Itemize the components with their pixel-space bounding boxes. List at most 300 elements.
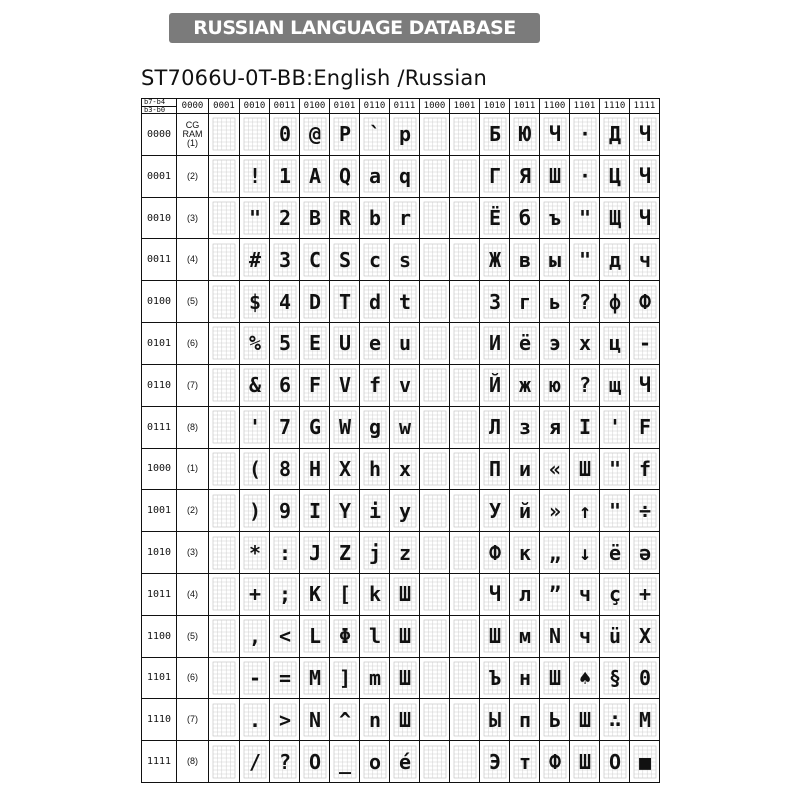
table-row bbox=[142, 615, 660, 657]
character-cell bbox=[630, 323, 660, 365]
character-glyph-text: " bbox=[608, 498, 621, 523]
character-cell bbox=[420, 114, 450, 156]
character-glyph-text: 8 bbox=[278, 456, 291, 481]
character-glyph bbox=[423, 661, 447, 695]
character-cell bbox=[240, 239, 270, 281]
character-glyph bbox=[212, 745, 236, 779]
character-glyph-text: # bbox=[248, 247, 261, 272]
character-glyph bbox=[423, 619, 447, 653]
character-cell bbox=[300, 573, 330, 615]
character-glyph-text: e bbox=[368, 331, 381, 356]
character-glyph bbox=[483, 619, 507, 653]
character-cell bbox=[480, 239, 510, 281]
character-cell bbox=[570, 114, 600, 156]
character-glyph bbox=[543, 159, 567, 193]
character-glyph bbox=[212, 326, 236, 360]
character-glyph-text: п bbox=[518, 707, 531, 732]
character-glyph bbox=[483, 410, 507, 444]
character-cell bbox=[209, 699, 240, 741]
character-cell bbox=[209, 573, 240, 615]
character-glyph bbox=[483, 159, 507, 193]
character-glyph-text: ↑ bbox=[578, 498, 591, 523]
character-glyph-text: 6 bbox=[278, 373, 291, 398]
character-glyph-text: ' bbox=[248, 415, 261, 440]
character-cell bbox=[570, 741, 600, 783]
character-glyph-text: a bbox=[368, 164, 381, 189]
character-glyph bbox=[573, 452, 597, 486]
character-glyph bbox=[633, 661, 657, 695]
character-glyph bbox=[273, 410, 297, 444]
character-cell bbox=[420, 532, 450, 574]
character-glyph-text: ь bbox=[548, 289, 561, 314]
character-cell bbox=[450, 406, 480, 448]
character-glyph-text: ; bbox=[278, 582, 291, 607]
character-glyph bbox=[243, 577, 267, 611]
character-glyph bbox=[423, 243, 447, 277]
character-glyph bbox=[573, 619, 597, 653]
cgram-label: (2) bbox=[177, 155, 209, 197]
character-glyph bbox=[483, 452, 507, 486]
character-glyph bbox=[543, 117, 567, 151]
character-glyph bbox=[273, 326, 297, 360]
character-glyph-text: ? bbox=[578, 373, 591, 398]
character-glyph bbox=[212, 494, 236, 528]
column-header: 0001 bbox=[209, 99, 240, 114]
character-glyph-text: » bbox=[548, 498, 561, 523]
character-glyph-text: b bbox=[368, 206, 381, 231]
character-glyph-text: б bbox=[518, 206, 531, 231]
character-glyph-text: D bbox=[308, 289, 321, 314]
character-glyph bbox=[333, 117, 357, 151]
table-row bbox=[142, 699, 660, 741]
column-header: 1101 bbox=[570, 99, 600, 114]
character-cell bbox=[209, 364, 240, 406]
character-glyph-text: ÷ bbox=[638, 498, 651, 523]
character-glyph bbox=[212, 536, 236, 570]
character-glyph-text: Ж bbox=[488, 247, 501, 272]
character-glyph bbox=[243, 159, 267, 193]
character-glyph-text: в bbox=[518, 247, 531, 272]
character-glyph bbox=[333, 159, 357, 193]
character-cell bbox=[570, 699, 600, 741]
character-glyph bbox=[212, 577, 236, 611]
character-cell bbox=[360, 615, 390, 657]
character-glyph bbox=[483, 703, 507, 737]
character-cell bbox=[330, 239, 360, 281]
character-glyph bbox=[212, 159, 236, 193]
character-glyph bbox=[212, 201, 236, 235]
character-cell bbox=[240, 657, 270, 699]
character-glyph-text: T bbox=[338, 289, 351, 314]
character-cell bbox=[600, 490, 630, 532]
character-glyph-text: " bbox=[578, 247, 591, 272]
character-glyph bbox=[603, 326, 627, 360]
character-glyph-text: > bbox=[278, 707, 291, 732]
character-glyph-text: Ч bbox=[638, 206, 651, 231]
character-cell bbox=[510, 364, 540, 406]
character-glyph-text: : bbox=[278, 540, 291, 565]
character-cell bbox=[270, 532, 300, 574]
character-glyph bbox=[573, 703, 597, 737]
character-glyph-text: ^ bbox=[338, 707, 351, 732]
row-code: 1000 bbox=[142, 448, 177, 490]
character-glyph-text: f bbox=[638, 456, 651, 481]
table-row bbox=[142, 741, 660, 783]
character-glyph-text: т bbox=[518, 749, 531, 774]
character-glyph bbox=[273, 619, 297, 653]
character-cell bbox=[600, 615, 630, 657]
row-code: 0010 bbox=[142, 197, 177, 239]
character-glyph-text: * bbox=[248, 540, 261, 565]
character-glyph bbox=[273, 117, 297, 151]
character-cell bbox=[240, 364, 270, 406]
character-glyph-text: i bbox=[368, 498, 381, 523]
character-cell bbox=[630, 573, 660, 615]
character-cell bbox=[209, 532, 240, 574]
column-header: 0110 bbox=[360, 99, 390, 114]
character-glyph bbox=[393, 745, 417, 779]
character-glyph bbox=[303, 117, 327, 151]
character-glyph bbox=[453, 159, 477, 193]
row-code: 1110 bbox=[142, 699, 177, 741]
table-row bbox=[142, 239, 660, 281]
row-code: 1101 bbox=[142, 657, 177, 699]
character-cell bbox=[209, 323, 240, 365]
page-subtitle: ST7066U-0T-BB:English /Russian bbox=[141, 66, 487, 90]
character-cell bbox=[480, 532, 510, 574]
character-glyph bbox=[543, 619, 567, 653]
character-glyph-text: ə bbox=[638, 540, 651, 565]
character-cell bbox=[360, 532, 390, 574]
character-cell bbox=[480, 323, 510, 365]
character-cell bbox=[450, 741, 480, 783]
character-glyph-text: Ь bbox=[548, 707, 561, 732]
character-cell bbox=[270, 114, 300, 156]
character-glyph-text: Д bbox=[608, 122, 621, 147]
character-cell bbox=[420, 239, 450, 281]
character-glyph-text: Ш bbox=[548, 164, 561, 189]
character-glyph-text: 0 bbox=[278, 122, 291, 147]
character-cell bbox=[240, 114, 270, 156]
character-glyph-text: й bbox=[518, 498, 531, 523]
character-glyph-text: c bbox=[368, 247, 381, 272]
character-cell bbox=[209, 448, 240, 490]
character-cell bbox=[330, 657, 360, 699]
column-header: 1010 bbox=[480, 99, 510, 114]
character-glyph bbox=[603, 619, 627, 653]
character-cell bbox=[270, 741, 300, 783]
table-row bbox=[142, 323, 660, 365]
character-cell bbox=[390, 197, 420, 239]
column-header: 0100 bbox=[300, 99, 330, 114]
table-row bbox=[142, 448, 660, 490]
character-cell bbox=[330, 532, 360, 574]
character-glyph bbox=[453, 285, 477, 319]
column-header: 1110 bbox=[600, 99, 630, 114]
character-cell bbox=[300, 406, 330, 448]
character-cell bbox=[600, 741, 630, 783]
character-glyph bbox=[513, 159, 537, 193]
character-glyph bbox=[603, 536, 627, 570]
character-cell bbox=[420, 281, 450, 323]
character-glyph bbox=[303, 285, 327, 319]
character-glyph bbox=[273, 243, 297, 277]
character-glyph-text: w bbox=[398, 415, 411, 440]
character-cell bbox=[630, 532, 660, 574]
character-glyph bbox=[633, 368, 657, 402]
table-row bbox=[142, 406, 660, 448]
character-cell bbox=[510, 657, 540, 699]
character-glyph bbox=[423, 159, 447, 193]
character-glyph-text: м bbox=[518, 624, 531, 649]
character-cell bbox=[420, 364, 450, 406]
character-glyph-text: З bbox=[488, 289, 501, 314]
character-cell bbox=[540, 532, 570, 574]
character-cell bbox=[630, 448, 660, 490]
character-cell bbox=[510, 615, 540, 657]
character-glyph bbox=[603, 661, 627, 695]
character-glyph-text: „ bbox=[548, 540, 561, 565]
character-glyph-text: / bbox=[248, 749, 261, 774]
character-cell bbox=[540, 573, 570, 615]
character-glyph bbox=[363, 661, 387, 695]
character-cell bbox=[450, 281, 480, 323]
character-cell bbox=[360, 364, 390, 406]
character-cell bbox=[450, 364, 480, 406]
character-cell bbox=[420, 699, 450, 741]
character-cell bbox=[480, 364, 510, 406]
character-glyph bbox=[543, 410, 567, 444]
character-glyph-text: Ч bbox=[488, 582, 501, 607]
character-glyph bbox=[363, 745, 387, 779]
character-glyph bbox=[513, 619, 537, 653]
character-glyph-text: S bbox=[338, 247, 351, 272]
character-glyph-text: C bbox=[308, 247, 321, 272]
character-glyph bbox=[633, 159, 657, 193]
character-glyph-text: " bbox=[578, 206, 591, 231]
banner-title: RUSSIAN LANGUAGE DATABASE TABLE bbox=[193, 17, 516, 69]
table-row bbox=[142, 573, 660, 615]
character-cell bbox=[480, 573, 510, 615]
character-cell bbox=[420, 615, 450, 657]
character-glyph-text: = bbox=[278, 665, 291, 690]
character-glyph-text: Ш bbox=[578, 707, 591, 732]
table-row bbox=[142, 281, 660, 323]
character-glyph-text: 2 bbox=[278, 206, 291, 231]
character-glyph bbox=[603, 745, 627, 779]
character-glyph bbox=[573, 536, 597, 570]
character-glyph-text: @ bbox=[308, 122, 321, 147]
character-glyph-text: J bbox=[308, 540, 321, 565]
character-glyph-text: v bbox=[398, 373, 411, 398]
character-glyph bbox=[212, 410, 236, 444]
cgram-label: (3) bbox=[177, 197, 209, 239]
character-cell bbox=[600, 281, 630, 323]
character-glyph-text: r bbox=[398, 206, 411, 231]
character-glyph-text: и bbox=[518, 456, 531, 481]
character-cell bbox=[360, 448, 390, 490]
character-glyph bbox=[453, 661, 477, 695]
character-cell bbox=[300, 155, 330, 197]
character-glyph-text: n bbox=[368, 707, 381, 732]
character-glyph bbox=[333, 368, 357, 402]
character-cell bbox=[600, 532, 630, 574]
character-glyph bbox=[633, 117, 657, 151]
character-glyph bbox=[453, 326, 477, 360]
character-glyph-text: j bbox=[368, 540, 381, 565]
character-cell bbox=[540, 615, 570, 657]
character-glyph-text: н bbox=[518, 665, 531, 690]
character-glyph bbox=[483, 661, 507, 695]
character-cell bbox=[480, 114, 510, 156]
character-glyph-text: Ш bbox=[398, 665, 411, 690]
character-glyph bbox=[243, 285, 267, 319]
column-header: 1011 bbox=[510, 99, 540, 114]
character-glyph bbox=[633, 452, 657, 486]
character-cell bbox=[330, 573, 360, 615]
character-cell bbox=[240, 615, 270, 657]
character-cell bbox=[570, 573, 600, 615]
character-cell bbox=[360, 281, 390, 323]
character-cell bbox=[570, 323, 600, 365]
character-cell bbox=[330, 155, 360, 197]
character-glyph bbox=[543, 661, 567, 695]
character-glyph bbox=[243, 745, 267, 779]
character-glyph bbox=[513, 368, 537, 402]
character-cell bbox=[390, 364, 420, 406]
character-glyph bbox=[483, 326, 507, 360]
character-glyph-text: l bbox=[368, 624, 381, 649]
character-glyph-text: o bbox=[368, 749, 381, 774]
character-glyph bbox=[633, 745, 657, 779]
character-cell bbox=[450, 155, 480, 197]
character-cell bbox=[390, 406, 420, 448]
character-glyph bbox=[243, 536, 267, 570]
character-glyph-text: d bbox=[368, 289, 381, 314]
character-glyph-text: Ш bbox=[398, 582, 411, 607]
character-glyph bbox=[363, 159, 387, 193]
character-cell bbox=[450, 699, 480, 741]
character-glyph bbox=[543, 536, 567, 570]
character-cell bbox=[420, 657, 450, 699]
character-glyph-text: Ю bbox=[518, 122, 531, 147]
character-cell bbox=[540, 323, 570, 365]
character-glyph-text: ж bbox=[518, 373, 531, 398]
character-glyph bbox=[513, 703, 537, 737]
character-glyph bbox=[573, 159, 597, 193]
character-glyph bbox=[633, 326, 657, 360]
cgram-label: (4) bbox=[177, 573, 209, 615]
character-glyph-text: П bbox=[488, 456, 501, 481]
character-glyph-text: 0 bbox=[638, 665, 651, 690]
character-glyph-text: Ъ bbox=[488, 665, 501, 690]
character-cell bbox=[600, 448, 630, 490]
row-code: 1100 bbox=[142, 615, 177, 657]
character-glyph bbox=[483, 577, 507, 611]
character-glyph-text: H bbox=[308, 456, 321, 481]
character-glyph-text: u bbox=[398, 331, 411, 356]
character-glyph-text: Ш bbox=[578, 456, 591, 481]
character-glyph bbox=[603, 577, 627, 611]
character-glyph bbox=[543, 326, 567, 360]
character-glyph bbox=[573, 117, 597, 151]
character-cell bbox=[480, 490, 510, 532]
table-row bbox=[142, 155, 660, 197]
character-cell bbox=[390, 281, 420, 323]
character-glyph bbox=[393, 117, 417, 151]
character-glyph-text: ё bbox=[608, 540, 621, 565]
cgram-label: (1) bbox=[177, 448, 209, 490]
character-glyph-text: G bbox=[308, 415, 321, 440]
character-cell bbox=[240, 741, 270, 783]
character-glyph bbox=[483, 494, 507, 528]
character-cell bbox=[300, 448, 330, 490]
character-glyph bbox=[243, 117, 267, 151]
row-code: 0101 bbox=[142, 323, 177, 365]
character-glyph-text: 7 bbox=[278, 415, 291, 440]
character-cell bbox=[420, 197, 450, 239]
character-cell bbox=[630, 197, 660, 239]
character-glyph-text: 1 bbox=[278, 164, 291, 189]
character-glyph bbox=[243, 368, 267, 402]
character-glyph-text: . bbox=[248, 707, 261, 732]
character-glyph-text: э bbox=[548, 331, 561, 356]
character-glyph-text: Q bbox=[338, 164, 351, 189]
character-glyph-text: 9 bbox=[278, 498, 291, 523]
character-glyph bbox=[363, 117, 387, 151]
character-glyph bbox=[513, 201, 537, 235]
table-row bbox=[142, 364, 660, 406]
character-glyph bbox=[513, 745, 537, 779]
character-glyph bbox=[453, 745, 477, 779]
character-glyph bbox=[363, 577, 387, 611]
character-glyph bbox=[483, 285, 507, 319]
character-glyph bbox=[303, 577, 327, 611]
character-glyph bbox=[453, 536, 477, 570]
character-glyph-text: ■ bbox=[638, 749, 651, 774]
character-cell bbox=[300, 490, 330, 532]
character-cell bbox=[510, 699, 540, 741]
character-glyph bbox=[363, 243, 387, 277]
character-cell bbox=[330, 281, 360, 323]
character-cell bbox=[360, 490, 390, 532]
character-glyph bbox=[543, 577, 567, 611]
character-cell bbox=[300, 741, 330, 783]
character-cell bbox=[300, 657, 330, 699]
character-glyph-text: ' bbox=[608, 415, 621, 440]
character-glyph bbox=[513, 577, 537, 611]
character-cell bbox=[360, 573, 390, 615]
character-glyph bbox=[393, 326, 417, 360]
character-cell bbox=[600, 239, 630, 281]
character-glyph bbox=[303, 452, 327, 486]
character-glyph-text: V bbox=[338, 373, 351, 398]
character-cell bbox=[540, 197, 570, 239]
character-glyph-text: " bbox=[608, 456, 621, 481]
character-glyph bbox=[273, 159, 297, 193]
character-glyph-text: ↓ bbox=[578, 540, 591, 565]
character-cell bbox=[240, 323, 270, 365]
character-glyph bbox=[513, 452, 537, 486]
character-cell bbox=[630, 490, 660, 532]
character-cell bbox=[540, 657, 570, 699]
character-cell bbox=[270, 239, 300, 281]
character-glyph bbox=[633, 536, 657, 570]
character-glyph-text: k bbox=[368, 582, 381, 607]
character-cell bbox=[209, 615, 240, 657]
character-glyph-text: x bbox=[578, 331, 591, 356]
character-glyph bbox=[423, 117, 447, 151]
